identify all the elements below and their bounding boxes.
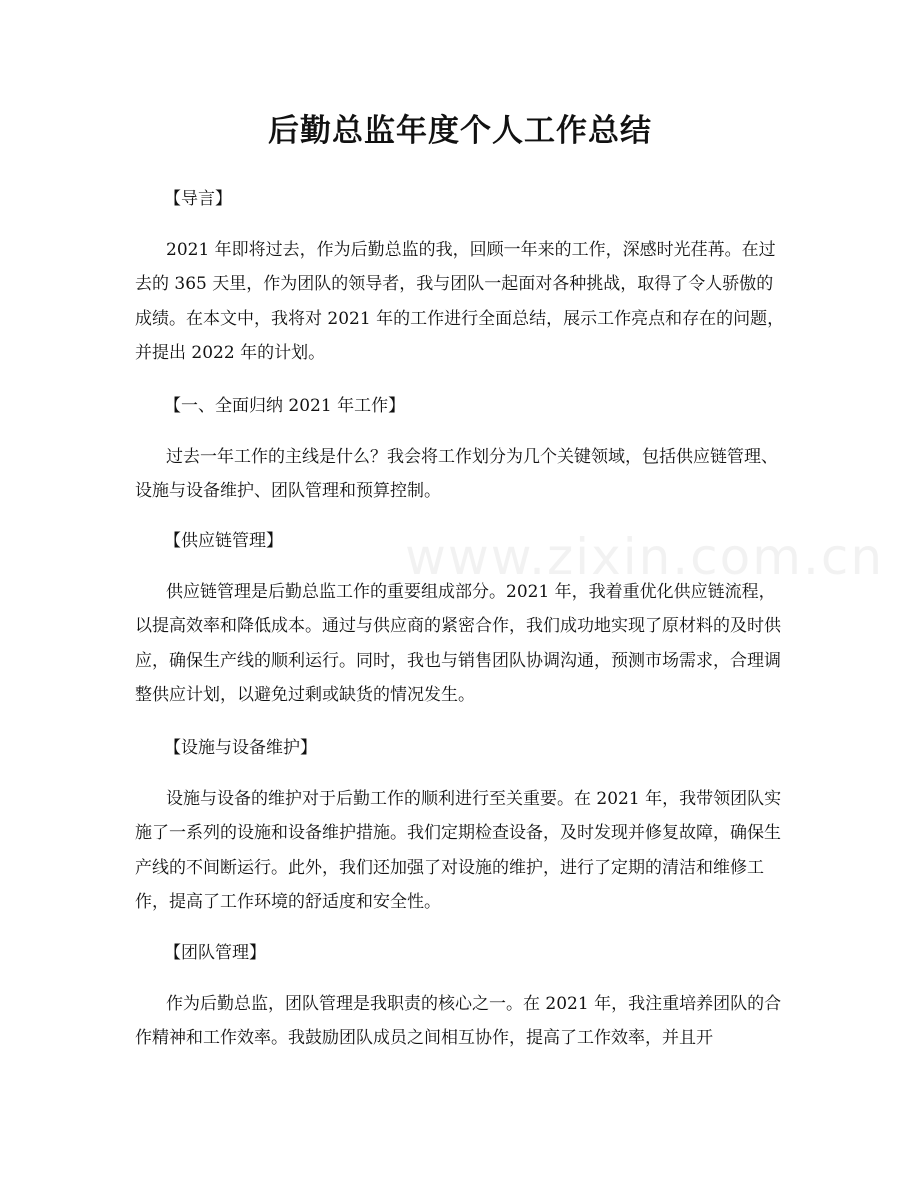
paragraph-facilities: 设施与设备的维护对于后勤工作的顺利进行至关重要。在 2021 年，我带领团队实施了一系列的设施和设备维护措施。我们定期检查设备，及时发现并修复故障，确保生产线的不间断运行。此外，我们还加强了对设施的维护，进行了定期的清洁和维修工作，提高了工作环境的舒适度和安全性。 — [135, 789, 782, 912]
document-title: 后勤总监年度个人工作总结 — [268, 113, 652, 149]
paragraph-supply-chain: 供应链管理是后勤总监工作的重要组成部分。2021 年，我着重优化供应链流程，以提高效率和降低成本。通过与供应商的紧密合作，我们成功地实现了原材料的及时供应，确保生产线的顺利运行。同时，我也与销售团队协调沟通，预测市场需求，合理调整供应计划，以避免过剩或缺货的情况发生。 — [135, 582, 781, 705]
section-heading-supply-chain: 【供应链管理】 — [164, 531, 283, 551]
section-heading-facilities: 【设施与设备维护】 — [164, 738, 317, 758]
section-heading-team: 【团队管理】 — [164, 943, 266, 963]
paragraph-summary: 过去一年工作的主线是什么？我会将工作划分为几个关键领域，包括供应链管理、设施与设备维护、团队管理和预算控制。 — [135, 447, 778, 502]
paragraph-team: 作为后勤总监，团队管理是我职责的核心之一。在 2021 年，我注重培养团队的合作精神和工作效率。我鼓励团队成员之间相互协作，提高了工作效率，并且开 — [135, 994, 782, 1049]
section-heading-intro: 【导言】 — [164, 189, 232, 209]
section-heading-summary: 【一、全面归纳 2021 年工作】 — [164, 396, 406, 416]
paragraph-intro: 2021 年即将过去，作为后勤总监的我，回顾一年来的工作，深感时光荏苒。在过去的 365 天里，作为团队的领导者，我与团队一起面对各种挑战，取得了令人骄傲的成绩。在本文中，我将对 2021 年的工作进行全面总结，展示工作亮点和存在的问题，并提出 2022 年的计划。 — [135, 240, 785, 363]
watermark: www.zixin.com.cn — [405, 528, 885, 586]
